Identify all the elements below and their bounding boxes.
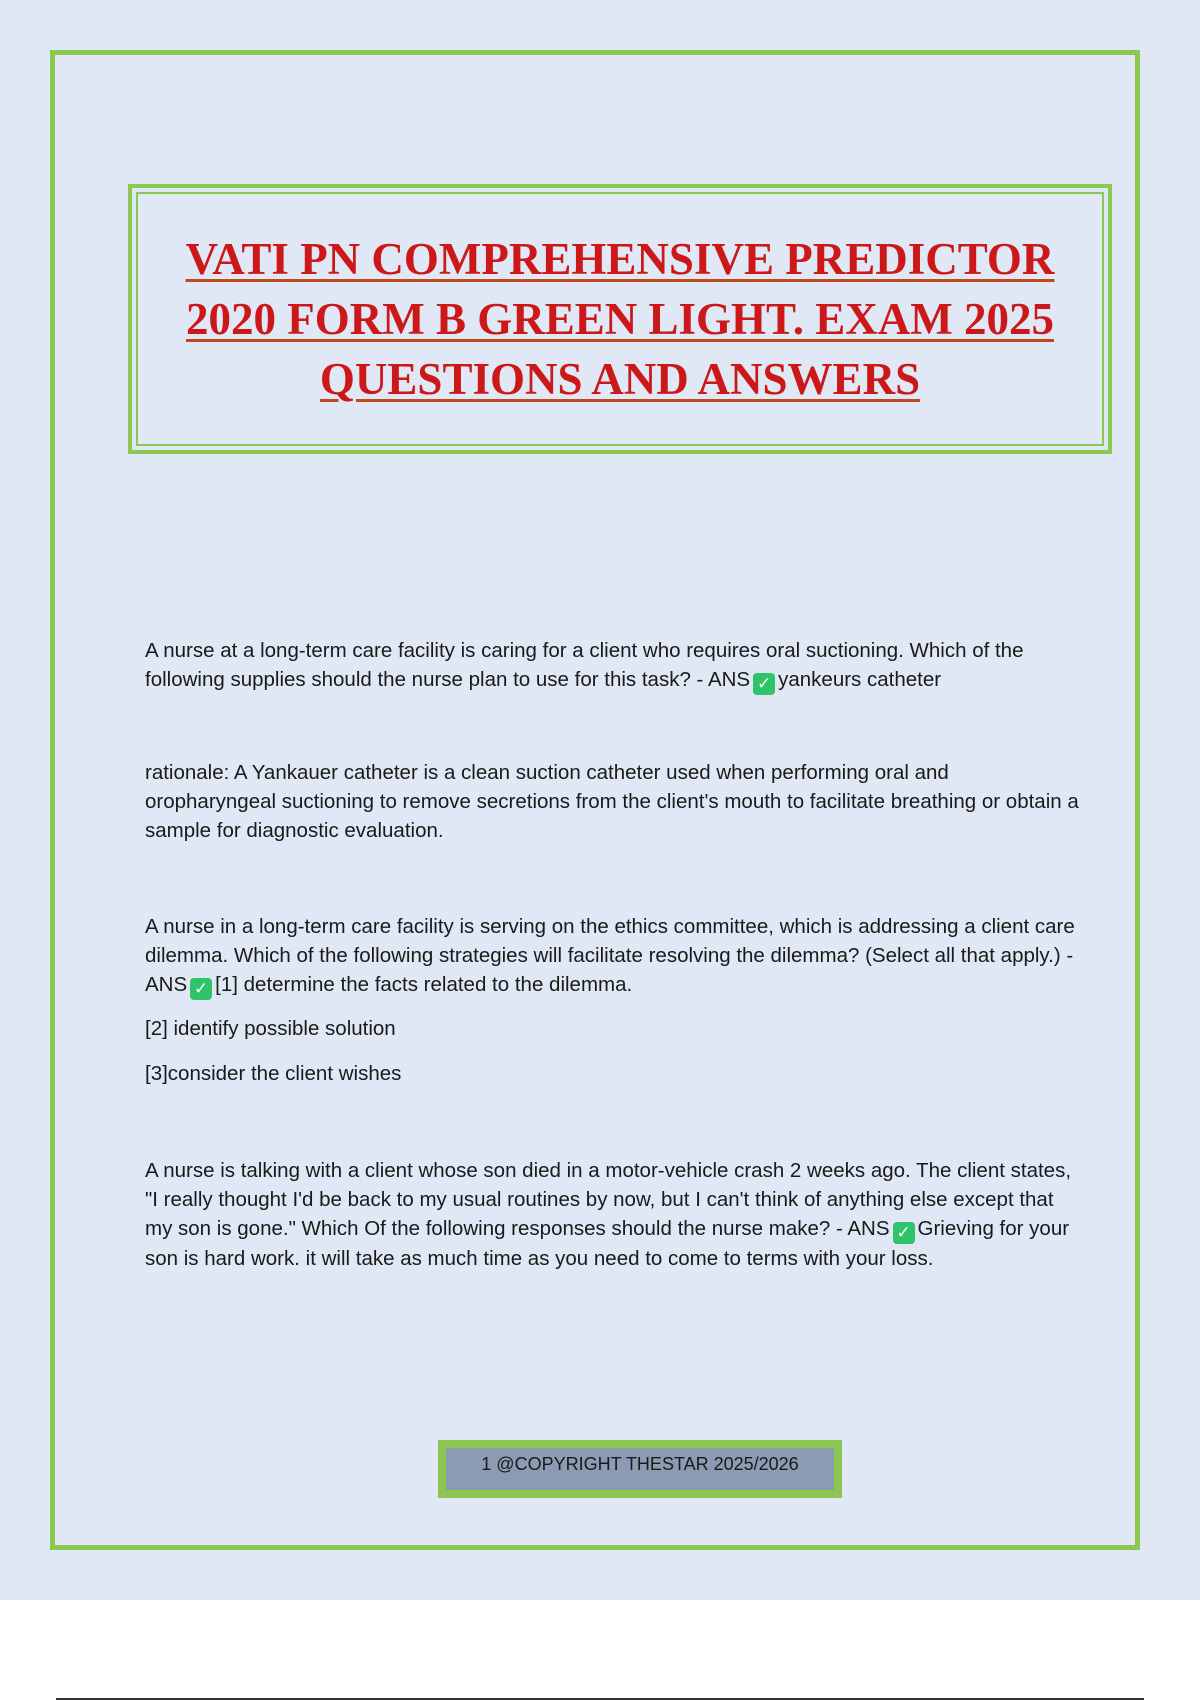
qa-item-2: [145, 912, 1085, 1088]
answer-text: yankeurs catheter: [778, 668, 942, 691]
title-box: [128, 184, 1112, 454]
qa-item-3: [145, 1156, 1085, 1273]
check-mark-icon: ✓: [190, 978, 212, 1000]
document-title: VATI PN COMPREHENSIVE PREDICTOR 2020 FORM B GREEN LIGHT. EXAM 2025 QUESTIONS AND ANSWERS: [185, 234, 1055, 404]
question-text: A nurse in a long-term care facility is serving on the ethics committee, which is addressing a client care dilemma. Which of the following strategies will facilitate resolving the dilemma? (Select all that apply.) -: [145, 915, 1075, 967]
answer-text: Grieving for your son is hard work. it will take as much time as you need to come to terms with your loss.: [145, 1217, 1070, 1270]
answer-label: ANS: [847, 1217, 890, 1240]
check-mark-icon: ✓: [893, 1222, 915, 1244]
copyright-text: 1 @COPYRIGHT THESTAR 2025/2026: [446, 1448, 834, 1490]
qa-text: [145, 636, 1085, 695]
footer-box: [438, 1440, 842, 1498]
answer-label: ANS: [145, 973, 188, 996]
answer-text: [1] determine the facts related to the dilemma.: [215, 973, 633, 996]
qa-item-1: [145, 636, 1085, 695]
question-text: A nurse is talking with a client whose son died in a motor-vehicle crash 2 weeks ago. The client states, "I really thought I'd be back to my usual routines by now, but I can't think of anything else except that my son is gone." Which Of the following responses should the nurse make? -: [145, 1159, 1072, 1240]
check-mark-icon: ✓: [753, 673, 775, 695]
qa-text: [145, 912, 1085, 1000]
answer-option: [2] identify possible solution: [145, 1017, 396, 1040]
answer-option: [3]consider the client wishes: [145, 1062, 402, 1085]
rationale-text: rationale: A Yankauer catheter is a clean suction catheter used when performing oral and oropharyngeal suctioning to remove secretions from the client's mouth to facilitate breathing or obtain a sample for diagnostic evaluation.: [145, 761, 1079, 842]
rationale-1: [145, 758, 1085, 845]
answer-label: ANS: [707, 668, 751, 691]
question-text: A nurse at a long-term care facility is caring for a client who requires oral suctioning. Which of the following supplies should the nurse plan to use for this task? -: [145, 639, 1024, 691]
qa-text: [145, 1156, 1085, 1273]
